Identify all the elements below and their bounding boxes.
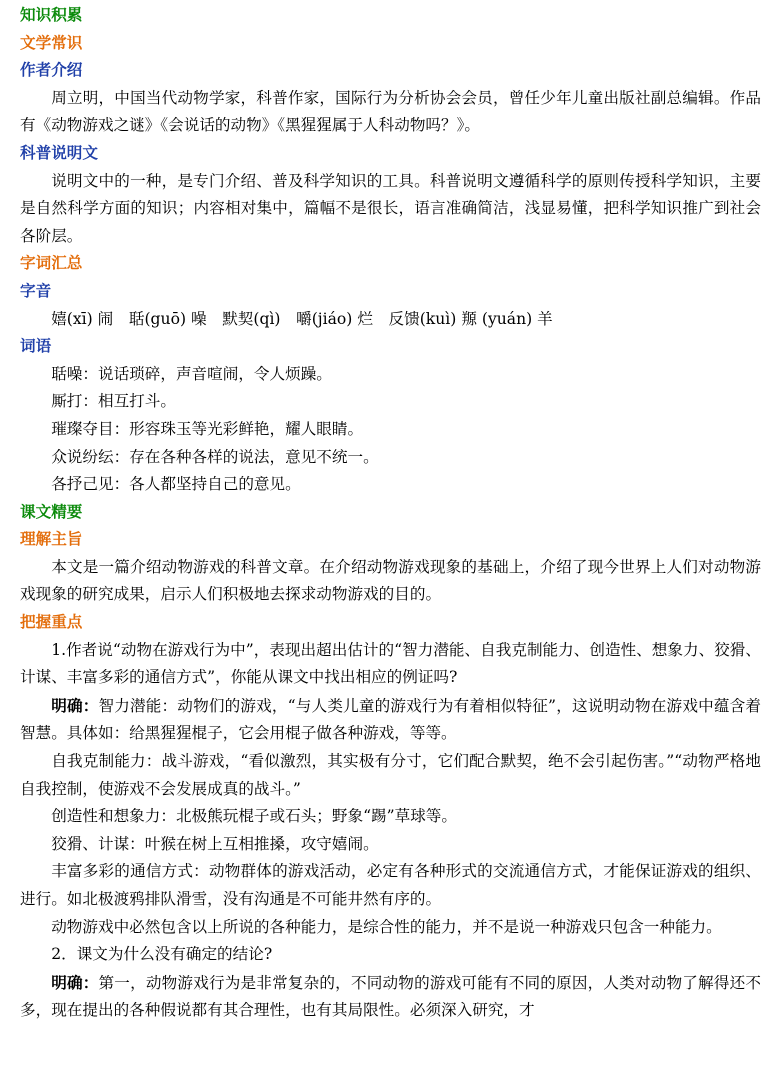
heading-ziyin: 字音: [20, 281, 52, 300]
paragraph-kepu: 说明文中的一种，是专门介绍、普及科学知识的工具。科普说明文遵循科学的原则传授科学知识，主要是自然科学方面的知识；内容相对集中，篇幅不是很长，语言准确简洁，浅显易懂，把科学知识推广到社会各阶层。: [20, 171, 761, 245]
heading-zuozhe: 作者介绍: [20, 61, 83, 80]
vocab-item: 聒噪：说话琐碎，声音喧闹，令人烦躁。: [51, 364, 332, 383]
answer-1-part: 创造性和想象力：北极熊玩棍子或石头；野象“踢”草球等。: [51, 807, 457, 826]
vocab-item: 各抒己见：各人都坚持自己的意见。: [51, 475, 301, 494]
mingque-label: 明确：: [51, 695, 99, 715]
answer-1-part: 自我克制能力：战斗游戏，“看似激烈，其实极有分寸，它们配合默契，绝不会引起伤害。”“动物严格地自我控制，使游戏不会发展成真的战斗。”: [20, 752, 761, 798]
answer-1-part: 动物游戏中必然包含以上所说的各种能力，是综合性的能力，并不是说一种游戏只包含一种能力。: [51, 917, 722, 936]
answer-1-text: 智力潜能：动物们的游戏，“与人类儿童的游戏行为有着相似特征”，这说明动物在游戏中蕴含着智慧。具体如：给黑猩猩棍子，它会用棍子做各种游戏，等等。: [20, 696, 761, 743]
answer-1-part: 狡猾、计谋：叶猴在树上互相推搡，攻守嬉闹。: [51, 834, 379, 853]
mingque-label: 明确：: [51, 972, 99, 992]
pinyin-line: 嬉(xī) 闹 聒(guō) 噪 默契(qì) 嚼(jiáo) 烂 反馈(kuì) 羱 (yuán) 羊: [51, 309, 553, 328]
heading-lijie: 理解主旨: [20, 530, 83, 549]
heading-ciyu: 词语: [20, 337, 52, 356]
answer-1-part: 丰富多彩的通信方式：动物群体的游戏活动，必定有各种形式的交流通信方式，才能保证游戏的组织、进行。如北极渡鸦排队滑雪，没有沟通是不可能井然有序的。: [20, 862, 761, 908]
vocab-item: 璀璨夺目：形容珠玉等光彩鲜艳，耀人眼睛。: [51, 419, 364, 438]
vocab-item: 众说纷纭：存在各种各样的说法，意见不统一。: [51, 447, 379, 466]
heading-kepu: 科普说明文: [20, 143, 98, 162]
heading-zhishi: 知识积累: [20, 6, 83, 24]
question-2: 2．课文为什么没有确定的结论?: [51, 945, 273, 964]
heading-wenxue: 文学常识: [20, 33, 83, 52]
answer-1-intro: [20, 692, 761, 748]
answer-2: [20, 969, 761, 1025]
heading-kewen: 课文精要: [20, 502, 83, 521]
paragraph-zuozhe: 周立明，中国当代动物学家，科普作家，国际行为分析协会会员，曾任少年儿童出版社副总编辑。作品有《动物游戏之谜》《会说话的动物》《黑猩猩属于人科动物吗？》。: [20, 88, 761, 135]
heading-zici: 字词汇总: [20, 254, 83, 273]
question-1: 1.作者说“动物在游戏行为中”，表现出超出估计的“智力潜能、自我克制能力、创造性、想象力、狡猾、计谋、丰富多彩的通信方式”，你能从课文中找出相应的例证吗?: [20, 640, 761, 687]
paragraph-lijie: 本文是一篇介绍动物游戏的科普文章。在介绍动物游戏现象的基础上，介绍了现今世界上人们对动物游戏现象的研究成果，启示人们积极地去探求动物游戏的目的。: [20, 557, 761, 604]
vocab-item: 厮打：相互打斗。: [51, 392, 176, 411]
heading-bawo: 把握重点: [20, 613, 83, 632]
answer-2-text: 第一，动物游戏行为是非常复杂的，不同动物的游戏可能有不同的原因，人类对动物了解得还不多，现在提出的各种假说都有其合理性，也有其局限性。必须深入研究，才: [20, 973, 761, 1020]
